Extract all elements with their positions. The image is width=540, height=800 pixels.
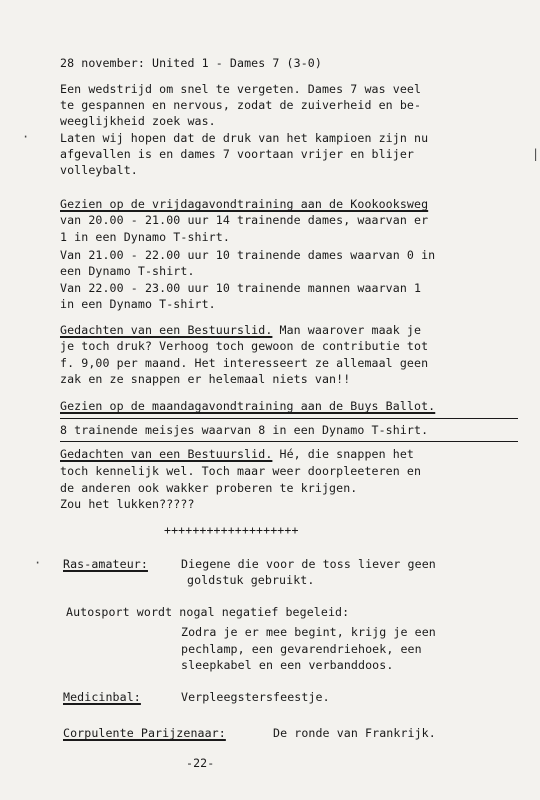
friday-line: Van 22.00 - 23.00 uur 10 trainende mannen waarvan 1 — [60, 281, 422, 295]
margin-mark: | — [532, 147, 540, 161]
medicinbal-label: Medicinbal: — [63, 690, 141, 704]
thoughts1-line: je toch druk? Verhoog toch gewoon de contributie tot — [60, 339, 429, 353]
monday-line: 8 trainende meisjes waarvan 8 in een Dynamo T-shirt. — [60, 423, 429, 437]
ras-amateur-line: goldstuk gebruikt. — [187, 573, 315, 587]
page-number: -22- — [186, 756, 215, 770]
corpulent-label: Corpulente Parijzenaar: — [63, 726, 226, 740]
friday-line: van 20.00 - 21.00 uur 14 trainende dames, waarvan er — [60, 213, 429, 227]
ras-amateur-label: Ras-amateur: — [63, 557, 148, 571]
thoughts1-line: zak en ze snappen er helemaal niets van!! — [60, 372, 351, 386]
friday-line: Van 21.00 - 22.00 uur 10 trainende dames waarvan 0 in — [60, 248, 436, 262]
thoughts2-first-line — [60, 447, 414, 462]
match-line: volleybalt. — [60, 163, 138, 177]
autosport-intro: Autosport wordt nogal negatief begeleid: — [66, 605, 350, 619]
match-line: weeglijkheid zoek was. — [60, 114, 216, 128]
thoughts1-first-line — [60, 323, 421, 338]
separator: +++++++++++++++++++ — [164, 523, 299, 537]
thoughts2-first-rest: Hé, die snappen het — [272, 447, 415, 461]
match-line: Een wedstrijd om snel te vergeten. Dames 7 was veel — [60, 82, 422, 96]
friday-line: in een Dynamo T-shirt. — [60, 297, 216, 311]
friday-training-title: Gezien op de vrijdagavondtraining aan de Kookooksweg — [60, 197, 429, 211]
medicinbal-text: Verpleegstersfeestje. — [181, 690, 330, 704]
match-heading: 28 november: United 1 - Dames 7 (3-0) — [60, 56, 322, 70]
autosport-line: sleepkabel en een verbanddoos. — [181, 658, 394, 672]
margin-dot: · — [34, 556, 42, 570]
match-line: afgevallen is en dames 7 voortaan vrijer en blijer — [60, 147, 415, 161]
friday-line: 1 in een Dynamo T-shirt. — [60, 230, 230, 244]
autosport-line: pechlamp, een gevarendriehoek, een — [181, 642, 422, 656]
match-line: Laten wij hopen dat de druk van het kampioen zijn nu — [60, 131, 429, 145]
thoughts2-line: Zou het lukken????? — [60, 497, 195, 511]
friday-line: een Dynamo T-shirt. — [60, 264, 195, 278]
monday-rule-bottom — [60, 441, 518, 442]
monday-rule — [60, 418, 518, 419]
monday-training-title: Gezien op de maandagavondtraining aan de Buys Ballot. — [60, 399, 436, 413]
thoughts2-label: Gedachten van een Bestuurslid. — [60, 447, 273, 461]
thoughts1-label: Gedachten van een Bestuurslid. — [60, 323, 273, 337]
ras-amateur-line: Diegene die voor de toss liever geen — [181, 557, 436, 571]
thoughts1-first-rest: Man waarover maak je — [272, 323, 422, 337]
thoughts1-line: f. 9,00 per maand. Het interesseert ze allemaal geen — [60, 356, 429, 370]
match-line: te gespannen en nervous, zodat de zuiverheid en be- — [60, 98, 422, 112]
thoughts2-line: toch kennelijk wel. Toch maar weer doorpleeteren en — [60, 464, 422, 478]
corpulent-text: De ronde van Frankrijk. — [273, 726, 436, 740]
thoughts2-line: de anderen ook wakker proberen te krijgen. — [60, 481, 358, 495]
autosport-line: Zodra je er mee begint, krijg je een — [181, 625, 436, 639]
margin-dot: · — [22, 130, 30, 144]
